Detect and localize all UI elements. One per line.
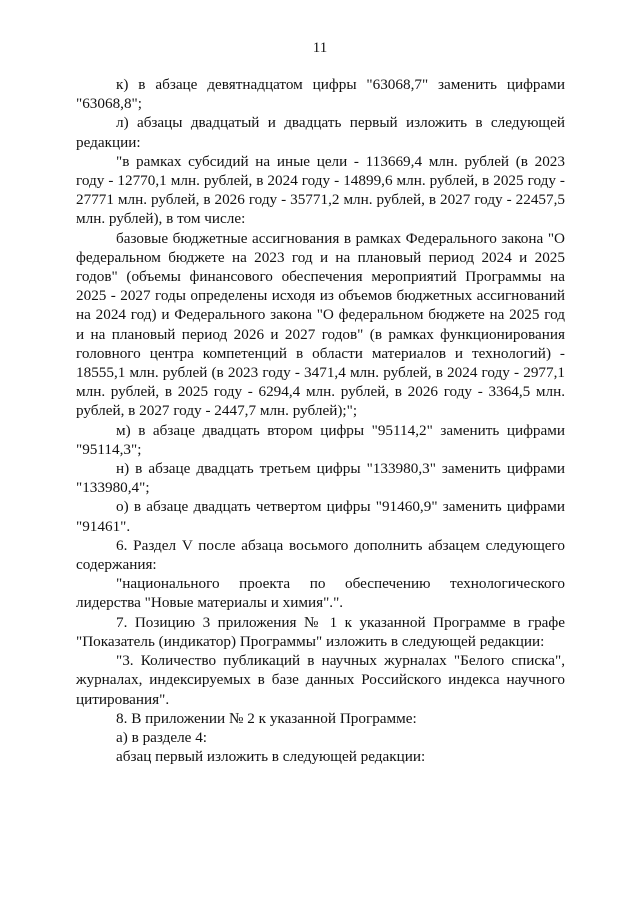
paragraph-base-allocations: базовые бюджетные ассигнования в рамках Федерального закона "О федеральном бюджете на 2023 год и на плановый период 2024 и 2025 годов" (объемы финансового обеспечения мероприятий Программы на 2025 - 2027 годы определены исходя из объемов бюджетных ассигнований на 2024 год) и Федерального закона "О федеральном бюджете на 2025 год и на плановый период 2026 и 2027 годов" (в рамках функционирования головного центра компетенций в области материалов и технологий) - 18555,1 млн. рублей (в 2023 году - 3471,4 млн. рублей, в 2024 году - 2977,1 млн. рублей, в 2025 году - 6294,4 млн. рублей, в 2026 году - 3364,5 млн. рублей, в 2027 году - 2447,7 млн. рублей);"; <box>76 229 565 420</box>
paragraph-o: о) в абзаце двадцать четвертом цифры "91460,9" заменить цифрами "91461". <box>76 498 565 535</box>
paragraph-8: 8. В приложении № 2 к указанной Программе: <box>116 709 417 727</box>
paragraph-a: а) в разделе 4: <box>116 728 208 746</box>
paragraph-6: 6. Раздел V после абзаца восьмого дополнить абзацем следующего содержания: <box>76 536 565 574</box>
paragraph-national-project: "национального проекта по обеспечению технологического лидерства "Новые материалы и химия".". <box>76 575 565 612</box>
page-number: 11 <box>312 40 328 56</box>
paragraph-m: м) в абзаце двадцать втором цифры "95114,2" заменить цифрами "95114,3"; <box>76 421 565 458</box>
paragraph-publications: "3. Количество публикаций в научных журналах "Белого списка", журналах, индексируемых в базе данных Российского индекса научного цитирования". <box>76 652 565 708</box>
paragraph-l: л) абзацы двадцатый и двадцать первый изложить в следующей редакции: <box>76 114 565 151</box>
paragraph-k: к) в абзаце девятнадцатом цифры "63068,7" заменить цифрами "63068,8"; <box>76 76 565 113</box>
paragraph-n: н) в абзаце двадцать третьем цифры "133980,3" заменить цифрами "133980,4"; <box>76 460 565 497</box>
paragraph-first-abzac: абзац первый изложить в следующей редакции: <box>116 748 426 766</box>
document-body <box>76 75 565 766</box>
paragraph-subsidies: "в рамках субсидий на иные цели - 113669,4 млн. рублей (в 2023 году - 12770,1 млн. рублей, в 2024 году - 14899,6 млн. рублей, в 2025 году - 27771 млн. рублей, в 2026 году - 35771,2 млн. рублей, в 2027 году - 22457,5 млн. рублей), в том числе: <box>76 152 565 228</box>
paragraph-7: 7. Позицию 3 приложения № 1 к указанной Программе в графе "Показатель (индикатор) Программы" изложить в следующей редакции: <box>76 613 565 650</box>
